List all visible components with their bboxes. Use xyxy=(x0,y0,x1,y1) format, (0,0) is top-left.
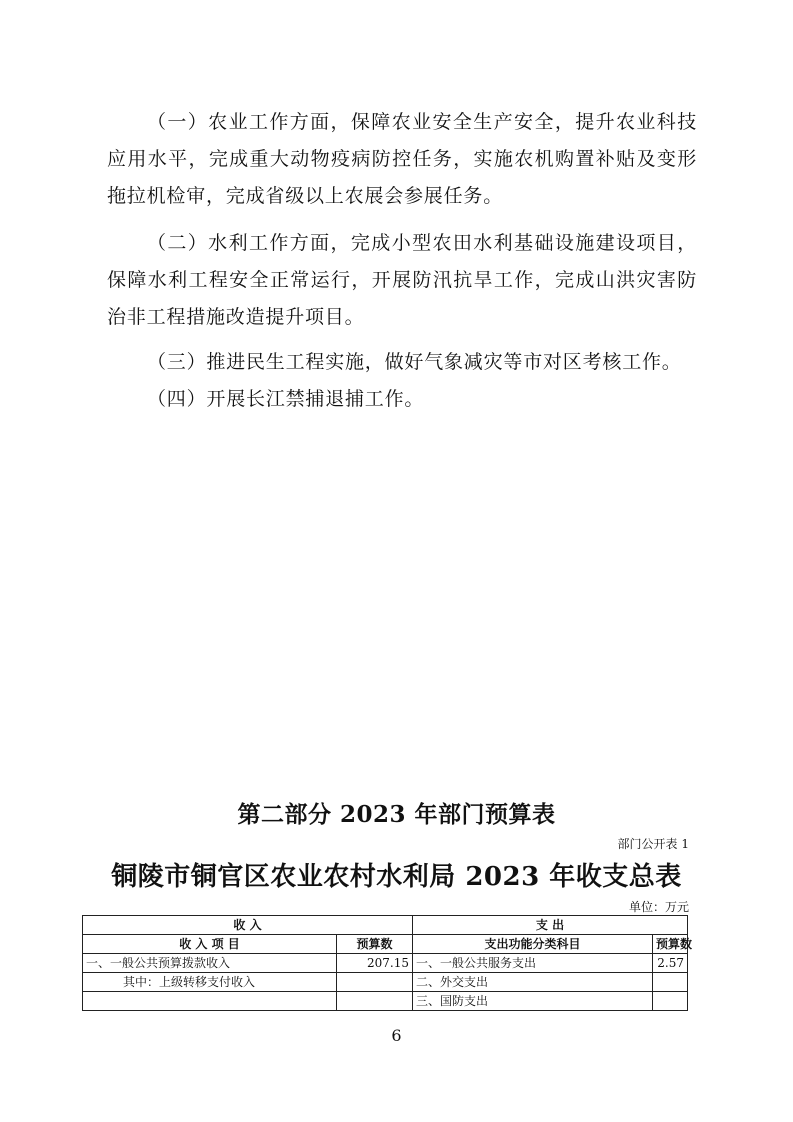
table-row xyxy=(83,973,688,992)
table-group-header-row xyxy=(83,916,688,935)
table-row xyxy=(83,954,688,973)
table-column-header-row xyxy=(83,935,688,954)
income-item-cell: 一、一般公共预算拨款收入 xyxy=(83,954,337,973)
paragraph-livelihood: （三）推进民生工程实施，做好气象减灾等市对区考核工作。 xyxy=(147,351,682,373)
paragraph-water-conservancy: （二）水利工作方面，完成小型农田水利基础设施建设项目，保障水利工程安全正常运行，开展防汛抗旱工作，完成山洪灾害防治非工程措施改造提升项目。 xyxy=(107,232,697,328)
budget-summary-table xyxy=(82,915,693,1011)
table-row xyxy=(83,992,688,1011)
section-title: 第二部分 2023 年部门预算表 xyxy=(237,801,556,828)
income-item-cell xyxy=(83,992,337,1011)
income-amount-cell xyxy=(337,992,413,1011)
page-number: 6 xyxy=(391,1026,402,1045)
expense-item-cell: 三、国防支出 xyxy=(413,992,653,1011)
income-item-header: 收 入 项 目 xyxy=(83,935,337,954)
income-amount-cell xyxy=(337,973,413,992)
income-amount-header: 预算数 xyxy=(337,935,413,954)
income-amount-cell: 207.15 xyxy=(337,954,413,973)
table-number: 部门公开表 1 xyxy=(617,837,689,851)
expense-item-cell: 一、一般公共服务支出 xyxy=(413,954,653,973)
expense-amount-cell xyxy=(653,973,688,992)
paragraph-agriculture: （一）农业工作方面，保障农业安全生产安全，提升农业科技应用水平，完成重大动物疫病防控任务，实施农机购置补贴及变形拖拉机检审，完成省级以上农展会参展任务。 xyxy=(107,111,697,207)
income-item-cell: 其中：上级转移支付收入 xyxy=(83,973,337,992)
unit-label: 单位：万元 xyxy=(628,900,689,914)
expense-group-header: 支 出 xyxy=(413,916,688,935)
expense-item-header: 支出功能分类科目 xyxy=(413,935,653,954)
expense-amount-cell: 2.57 xyxy=(653,954,688,973)
expense-item-cell: 二、外交支出 xyxy=(413,973,653,992)
expense-amount-header: 预算数 xyxy=(653,935,688,954)
paragraph-yangtze-fishing-ban: （四）开展长江禁捕退捕工作。 xyxy=(147,388,425,410)
table-title: 铜陵市铜官区农业农村水利局 2023 年收支总表 xyxy=(111,862,682,892)
expense-amount-cell xyxy=(653,992,688,1011)
income-group-header: 收 入 xyxy=(83,916,413,935)
